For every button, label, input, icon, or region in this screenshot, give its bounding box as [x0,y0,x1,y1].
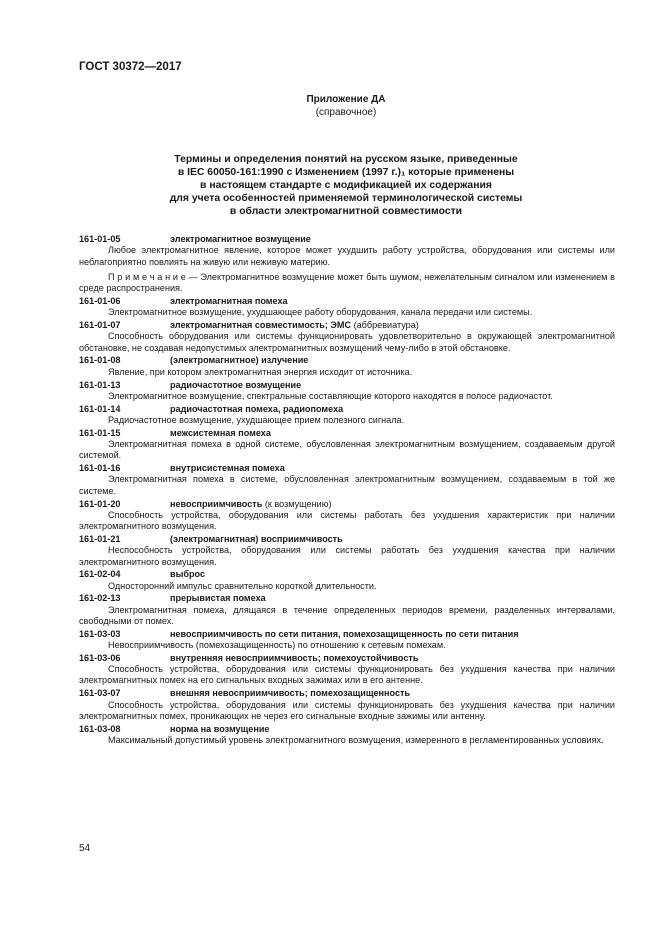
term-name [170,428,615,439]
term-number: 161-03-06 [79,652,121,663]
term-number: 161-01-15 [79,427,121,438]
term-name-text: радиочастотное возмущение [170,379,302,390]
term-definition: Способность устройства, оборудования или системы функционировать без ухудшения качества при наличии электромагнитных помех, проникающих не через его сигнальные входные зажимы или антенну. [79,699,615,721]
title-line: для учета особенностей применяемой терминологической системы [169,193,523,204]
term-number: 161-03-07 [79,688,121,699]
title-line: в области электромагнитной совместимости [229,206,463,217]
title-line: Термины и определения понятий на русском языке, приведенные [174,154,518,165]
term-name [170,404,615,415]
term-body [108,403,615,427]
term-definition: Неспособность устройства, оборудования или системы работать без ухудшения качества при наличии электромагнитного возмущения. [79,545,615,567]
note-label: П р и м е ч а н и е [108,271,186,282]
term-number: 161-03-08 [79,723,121,734]
term-entry [79,234,615,294]
term-number: 161-01-05 [79,234,121,244]
term-name-text: радиочастотная помеха, радиопомеха [170,403,344,414]
term-definition: Односторонний импульс сравнительно короткой длительности. [108,580,377,591]
term-body [108,628,615,652]
term-entry [79,499,615,533]
term-definition: Радиочастотное возмущение, ухудшающее прием полезного сигнала. [108,414,405,425]
term-name-text: внешняя невосприимчивость; помехозащищенность [170,688,411,699]
term-number: 161-02-13 [79,593,121,604]
term-qualifier: (к возмущению) [262,498,332,509]
term-entry [79,428,615,462]
term-name-text: внутрисистемная помеха [170,463,285,474]
term-name [170,534,615,545]
term-number: 161-01-13 [79,379,121,390]
term-name [170,234,615,245]
term-body [108,569,615,592]
term-name-text: (электромагнитная) восприимчивость [170,533,343,544]
term-body [108,295,615,319]
term-name [170,355,615,366]
note-text: — Электромагнитное возмущение может быть шумом, нежелательным сигналом или изменением в среде распространения. [79,271,615,294]
term-name-text: выброс [170,569,206,580]
term-name [170,320,615,331]
term-entry [79,380,615,403]
term-name-text: внутренняя невосприимчивость; помехоустойчивость [170,652,419,663]
term-body [108,723,615,747]
term-name-text: электромагнитная совместимость; ЭМС [170,320,352,331]
term-note [79,272,615,295]
term-number: 161-03-03 [79,628,121,639]
term-definition: Электромагнитная помеха в системе, обусловленная электромагнитным возмущением, создаваемым в той же системе. [79,474,615,496]
term-number: 161-01-16 [79,463,121,474]
term-entry [79,355,615,378]
appendix-subtitle: (справочное) [315,107,377,118]
term-entry [79,629,615,652]
document-title [140,153,552,218]
term-name [170,569,615,580]
term-entry [79,404,615,427]
term-definition: Максимальный допустимый уровень электромагнитного возмущения, измеренного в регламентированных условиях. [108,734,604,745]
term-definition: Невосприимчивость (помехозащищенность) по отношению к сетевым помехам. [108,640,446,651]
page-number: 54 [79,843,91,854]
term-definition: Способность устройства, оборудования или системы работать без ухудшения характеристик при наличии электромагнитного возмущения. [79,509,615,532]
term-name-text: невосприимчивость [170,498,263,509]
term-number: 161-01-06 [79,295,121,306]
term-number: 161-01-14 [79,403,121,414]
appendix-heading [300,93,392,119]
term-number: 161-02-04 [79,569,121,580]
title-line: в IEC 60050-161:1990 с Изменением (1997 г.)₁ которые применены [177,167,515,178]
term-name [170,653,615,664]
term-name-text: электромагнитное возмущение [170,234,311,244]
term-number: 161-01-20 [79,498,121,509]
term-name-text: (электромагнитное) излучение [170,355,309,366]
term-name [170,724,615,735]
term-entry [79,463,615,497]
term-definition: Электромагнитная помеха в одной системе, обусловленная электромагнитным возмущением, создаваемым другой системой. [79,439,615,461]
term-entry [79,593,615,627]
term-definition: Способность оборудования или системы функционировать удовлетворительно в окружающей электромагнитной обстановке, не создавая недопустимых электромагнитных возмущений чему-либо в этой обстановке. [79,331,615,353]
term-definition: Явление, при котором электромагнитная энергия исходит от источника. [108,366,413,377]
term-number: 161-01-07 [79,320,121,331]
term-definition: Электромагнитное возмущение, спектральные составляющие которого находятся в полосе радиочастот. [108,390,553,401]
term-entry [79,296,615,319]
term-name [170,593,615,604]
term-entry [79,320,615,354]
term-name-text: межсистемная помеха [170,427,271,438]
term-body [108,355,615,378]
term-entry [79,653,615,687]
term-body [108,379,615,403]
title-line: в настоящем стандарте с модификацией их содержания [200,180,492,191]
term-definition: Любое электромагнитное явление, которое может ухудшить работу устройства, оборудования или системы или неблагоприятно повлиять на живую или неживую материю. [79,245,615,267]
term-number: 161-01-21 [79,533,121,544]
document-code: ГОСТ 30372—2017 [79,61,182,73]
term-name-text: прерывистая помеха [170,593,266,604]
term-entry [79,534,615,568]
term-name-text: электромагнитная помеха [170,295,288,306]
term-entry [79,688,615,722]
term-name [170,296,615,307]
appendix-title: Приложение ДА [306,94,386,105]
term-definition: Электромагнитная помеха, длящаяся в течение определенных периодов времени, разделенных интервалами, свободными от помех. [79,604,615,626]
term-number: 161-01-08 [79,355,121,366]
terms-list [79,234,615,748]
term-name [170,380,615,391]
term-entry [79,569,615,592]
term-name [170,688,615,699]
term-definition: Способность устройства, оборудования или системы функционировать без ухудшения качества при наличии электромагнитных помех на его сигнальных входных зажимах или в его антенне. [79,664,615,686]
term-qualifier: (аббревиатура) [351,320,419,331]
term-name-text: норма на возмущение [170,723,270,734]
term-name-text: невосприимчивость по сети питания, помехозащищенность по сети питания [170,628,519,639]
term-name [170,629,615,640]
term-definition: Электромагнитное возмущение, ухудшающее работу оборудования, канала передачи или системы. [108,307,533,318]
term-name [170,499,615,510]
term-name [170,463,615,474]
term-entry [79,724,615,747]
